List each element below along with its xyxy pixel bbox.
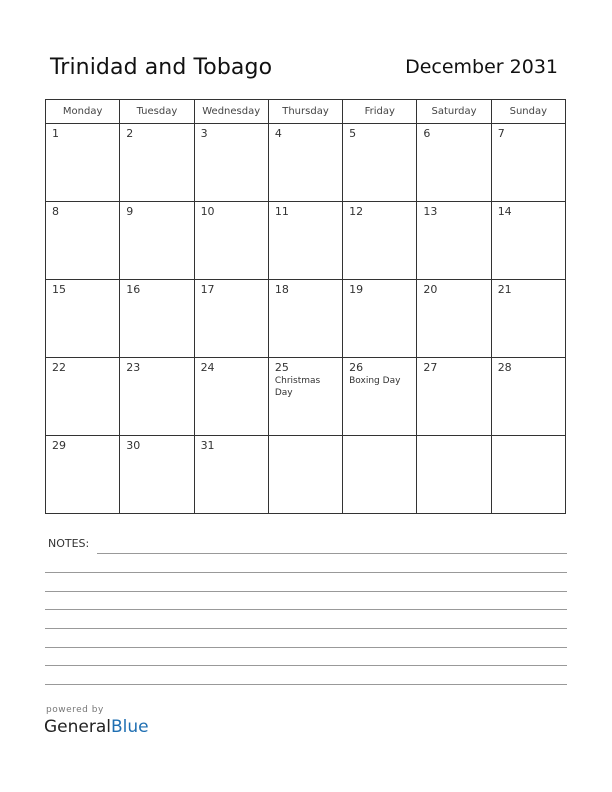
day-cell: [343, 280, 417, 358]
day-cell: [46, 202, 120, 280]
holiday-label: Boxing Day: [349, 376, 401, 386]
day-number: 7: [497, 127, 505, 140]
day-cell: [417, 202, 491, 280]
day-number: 22: [52, 361, 66, 374]
day-number: 2: [126, 127, 134, 140]
empty-day-cell: [491, 436, 565, 514]
day-cell: [46, 124, 120, 202]
day-number: 23: [126, 361, 141, 374]
holiday-label: Christmas Day: [274, 376, 321, 398]
notes-line: [45, 628, 567, 629]
notes-line: [45, 609, 567, 610]
day-number: [492, 436, 565, 439]
day-number: 10: [200, 205, 215, 218]
day-cell: [268, 124, 342, 202]
day-cell: [268, 202, 342, 280]
month-year-title: December 2031: [405, 56, 558, 78]
day-number: 19: [349, 283, 364, 296]
day-number: 5: [349, 127, 357, 140]
calendar-grid: [45, 99, 566, 514]
day-cell: [120, 124, 194, 202]
day-number: 9: [126, 205, 134, 218]
day-cell: [194, 202, 268, 280]
day-cell: [491, 124, 565, 202]
day-number: 6: [423, 127, 431, 140]
day-number: [269, 436, 342, 439]
day-number: 18: [274, 283, 289, 296]
day-number: 29: [52, 439, 66, 452]
day-cell: [46, 436, 120, 514]
day-cell: [417, 280, 491, 358]
day-cell: [343, 358, 417, 436]
day-number: 31: [200, 439, 215, 452]
day-number: 27: [423, 361, 438, 374]
empty-day-cell: [268, 436, 342, 514]
weekday-header: Friday: [343, 100, 417, 124]
weekday-header: Saturday: [417, 100, 491, 124]
week-row: [46, 358, 566, 436]
day-cell: [417, 124, 491, 202]
day-number: 30: [126, 439, 141, 452]
brand-blue-text: Blue: [111, 717, 149, 737]
day-number: 3: [200, 127, 208, 140]
day-cell: [268, 280, 342, 358]
day-number: 24: [200, 361, 215, 374]
notes-line: [45, 665, 567, 666]
day-cell: [343, 124, 417, 202]
generalblue-logo: [44, 717, 149, 737]
day-number: 11: [274, 205, 289, 218]
day-cell: [491, 280, 565, 358]
notes-line: [97, 553, 567, 554]
day-cell: [194, 124, 268, 202]
notes-line: [45, 572, 567, 573]
week-row: [46, 280, 566, 358]
day-number: 21: [497, 283, 512, 296]
brand-general-text: General: [44, 717, 111, 737]
weekday-header: Sunday: [491, 100, 565, 124]
day-cell: [46, 280, 120, 358]
day-number: 28: [497, 361, 512, 374]
country-title: Trinidad and Tobago: [50, 55, 273, 80]
day-number: 25: [274, 361, 289, 374]
notes-line: [45, 684, 567, 685]
day-number: 26: [349, 361, 364, 374]
day-number: [343, 436, 416, 439]
powered-by-text: powered by: [46, 705, 104, 715]
day-cell: [194, 280, 268, 358]
week-row: [46, 436, 566, 514]
weekday-header: Tuesday: [120, 100, 194, 124]
day-number: 12: [349, 205, 364, 218]
day-cell: [46, 358, 120, 436]
day-number: 13: [423, 205, 438, 218]
day-number: [417, 436, 490, 439]
day-number: 16: [126, 283, 141, 296]
day-number: 1: [52, 127, 59, 140]
day-cell: [343, 202, 417, 280]
day-number: 14: [497, 205, 512, 218]
day-cell: [194, 358, 268, 436]
empty-day-cell: [343, 436, 417, 514]
day-cell: [268, 358, 342, 436]
day-number: 20: [423, 283, 438, 296]
day-cell: [194, 436, 268, 514]
day-cell: [491, 202, 565, 280]
day-cell: [120, 280, 194, 358]
day-cell: [417, 358, 491, 436]
weekday-header: Thursday: [268, 100, 342, 124]
day-cell: [120, 436, 194, 514]
day-cell: [120, 202, 194, 280]
empty-day-cell: [417, 436, 491, 514]
week-row: [46, 202, 566, 280]
day-cell: [120, 358, 194, 436]
day-number: 4: [274, 127, 282, 140]
notes-label: NOTES:: [48, 537, 90, 550]
day-number: 15: [52, 283, 66, 296]
notes-line: [45, 591, 567, 592]
day-cell: [491, 358, 565, 436]
notes-line: [45, 647, 567, 648]
weekday-header: Wednesday: [194, 100, 268, 124]
weekday-header: Monday: [46, 100, 120, 124]
weekday-header-row: [46, 100, 566, 124]
day-number: 8: [52, 205, 59, 218]
week-row: [46, 124, 566, 202]
day-number: 17: [200, 283, 215, 296]
